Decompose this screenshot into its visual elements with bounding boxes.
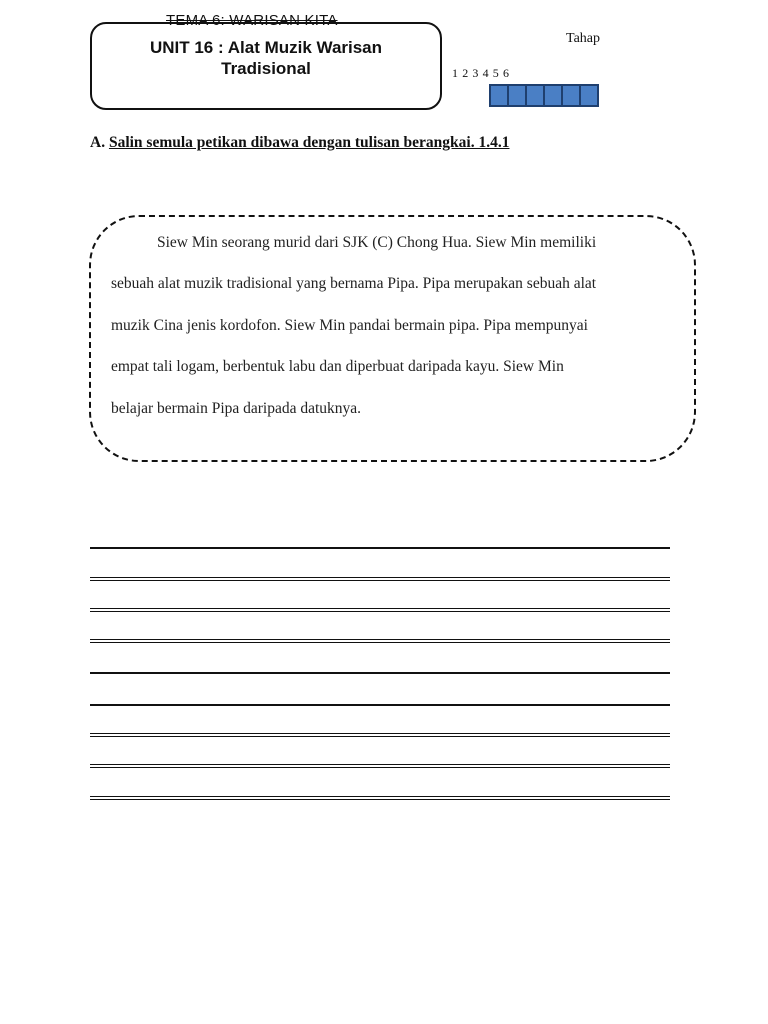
instruction xyxy=(90,134,509,152)
unit-title xyxy=(92,37,440,79)
passage-line-4: empat tali logam, berbentuk labu dan diperbuat daripada kayu. Siew Min xyxy=(111,358,564,376)
writing-line-7[interactable] xyxy=(90,706,670,737)
writing-line-9[interactable] xyxy=(90,768,670,799)
passage-line-1: Siew Min seorang murid dari SJK (C) Chong Hua. Siew Min memiliki xyxy=(157,233,597,251)
writing-area[interactable] xyxy=(90,518,670,800)
tahap-label: Tahap xyxy=(566,31,601,46)
writing-line-1[interactable] xyxy=(90,518,670,549)
level-box-3[interactable] xyxy=(527,86,545,105)
level-checkboxes xyxy=(489,84,599,107)
passage-line-3: muzik Cina jenis kordofon. Siew Min pandai bermain pipa. Pipa mempunyai xyxy=(111,316,588,334)
level-numbers: 1 2 3 4 5 6 xyxy=(452,66,510,80)
writing-line-4[interactable] xyxy=(90,612,670,643)
unit-title-line-2: Tradisional xyxy=(221,59,311,78)
level-box-5[interactable] xyxy=(563,86,581,105)
passage-line-2: sebuah alat muzik tradisional yang bernama Pipa. Pipa merupakan sebuah alat xyxy=(111,275,597,293)
instruction-text: Salin semula petikan dibawa dengan tulisan berangkai. 1.4.1 xyxy=(108,134,510,151)
writing-line-6[interactable] xyxy=(90,674,670,705)
unit-title-line-1: UNIT 16 : Alat Muzik Warisan xyxy=(149,38,383,57)
level-box-1[interactable] xyxy=(491,86,509,105)
unit-title-box xyxy=(90,22,442,110)
level-box-6[interactable] xyxy=(581,86,597,105)
writing-line-8[interactable] xyxy=(90,737,670,768)
passage xyxy=(111,222,673,430)
writing-line-3[interactable] xyxy=(90,581,670,612)
instruction-letter: A. xyxy=(90,134,106,151)
passage-line-5: belajar bermain Pipa daripada datuknya. xyxy=(111,399,362,417)
level-box-2[interactable] xyxy=(509,86,527,105)
level-box-4[interactable] xyxy=(545,86,563,105)
writing-line-5[interactable] xyxy=(90,643,670,674)
theme-title: TEMA 6: WARISAN KITA xyxy=(166,12,338,29)
writing-line-2[interactable] xyxy=(90,549,670,580)
